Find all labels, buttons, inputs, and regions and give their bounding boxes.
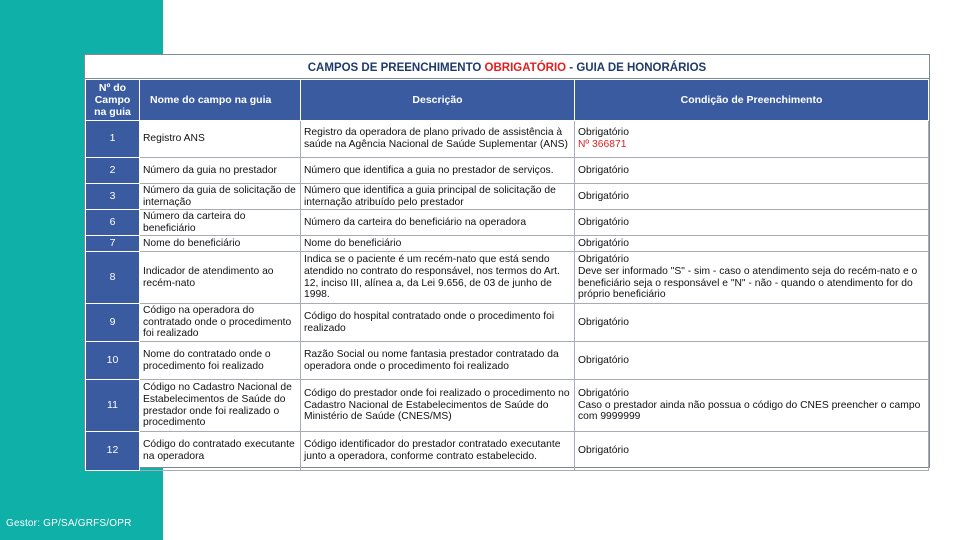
header-description: Descrição xyxy=(301,80,575,121)
row-fill-condition xyxy=(575,304,929,342)
table-row xyxy=(86,236,929,252)
row-fill-condition xyxy=(575,121,929,158)
row-field-name: Nome do contratado onde o procedimento foi realizado xyxy=(140,342,301,380)
condition-status: Obrigatório xyxy=(578,216,629,228)
row-fill-condition xyxy=(575,236,929,252)
row-fill-condition xyxy=(575,380,929,432)
footer-manager-label: Gestor: GP/SA/GRFS/OPR xyxy=(6,518,132,529)
table-row xyxy=(86,252,929,304)
title-highlight: OBRIGATÓRIO xyxy=(484,62,567,74)
row-description: Código do hospital contratado onde o procedimento foi realizado xyxy=(301,304,575,342)
table-row xyxy=(86,158,929,184)
condition-status: Obrigatório xyxy=(578,127,629,139)
row-field-number: 8 xyxy=(86,252,140,304)
table-row xyxy=(86,210,929,236)
row-field-name: Nome do beneficiário xyxy=(140,236,301,252)
condition-note: Nº 366871 xyxy=(578,139,627,150)
fields-table xyxy=(85,79,929,471)
row-field-name: Código na operadora do contratado onde o procedimento foi realizado xyxy=(140,304,301,342)
condition-status: Obrigatório xyxy=(578,164,629,176)
row-field-name: Número da carteira do beneficiário xyxy=(140,210,301,236)
row-fill-condition xyxy=(575,342,929,380)
condition-status: Obrigatório xyxy=(578,445,629,457)
row-field-name: Código no Cadastro Nacional de Estabelecimentos de Saúde do prestador onde foi realizado o procedimento xyxy=(140,380,301,432)
row-field-number: 6 xyxy=(86,210,140,236)
condition-note: Deve ser informado "S" - sim - caso o atendimento seja do recém-nato e o beneficiário seja o responsável e "N" - não - quando o atendimento for do próprio beneficiário xyxy=(578,265,918,301)
condition-status: Obrigatório xyxy=(578,388,629,400)
row-field-number: 3 xyxy=(86,184,140,210)
condition-status: Obrigatório xyxy=(578,354,629,366)
fields-table-panel xyxy=(84,54,930,468)
condition-status: Obrigatório xyxy=(578,254,629,266)
row-description: Número que identifica a guia no prestador de serviços. xyxy=(301,158,575,184)
header-field-name: Nome do campo na guia xyxy=(140,80,301,121)
table-row xyxy=(86,121,929,158)
row-description: Código identificador do prestador contratado executante junto a operadora, conforme contrato estabelecido. xyxy=(301,432,575,471)
header-field-number: Nº do Campo na guia xyxy=(86,80,140,121)
title-prefix: CAMPOS DE PREENCHIMENTO xyxy=(307,62,485,74)
condition-status: Obrigatório xyxy=(578,237,629,249)
row-field-number: 7 xyxy=(86,236,140,252)
condition-note: Caso o prestador ainda não possua o código do CNES preencher o campo com 9999999 xyxy=(578,399,921,423)
condition-status: Obrigatório xyxy=(578,190,629,202)
row-field-number: 2 xyxy=(86,158,140,184)
table-title xyxy=(85,55,929,79)
title-suffix: - GUIA DE HONORÁRIOS xyxy=(566,62,707,74)
row-field-name: Número da guia no prestador xyxy=(140,158,301,184)
row-field-name: Indicador de atendimento ao recém-nato xyxy=(140,252,301,304)
row-field-name: Registro ANS xyxy=(140,121,301,158)
table-header-row xyxy=(86,80,929,121)
row-fill-condition xyxy=(575,184,929,210)
row-description: Código do prestador onde foi realizado o procedimento no Cadastro Nacional de Estabelecimentos de Saúde do Ministério de Saúde (CNES/MS) xyxy=(301,380,575,432)
table-row xyxy=(86,342,929,380)
row-description: Razão Social ou nome fantasia prestador contratado da operadora onde o procedimento foi realizado xyxy=(301,342,575,380)
row-description: Número que identifica a guia principal de solicitação de internação atribuído pelo prestador xyxy=(301,184,575,210)
row-field-number: 1 xyxy=(86,121,140,158)
row-field-number: 12 xyxy=(86,432,140,471)
row-fill-condition xyxy=(575,210,929,236)
row-fill-condition xyxy=(575,432,929,471)
condition-status: Obrigatório xyxy=(578,316,629,328)
table-row xyxy=(86,432,929,471)
row-fill-condition xyxy=(575,252,929,304)
row-field-number: 10 xyxy=(86,342,140,380)
header-fill-condition: Condição de Preenchimento xyxy=(575,80,929,121)
row-description: Registro da operadora de plano privado de assistência à saúde na Agência Nacional de Saúde Suplementar (ANS) xyxy=(301,121,575,158)
table-row xyxy=(86,304,929,342)
row-description: Nome do beneficiário xyxy=(301,236,575,252)
table-row xyxy=(86,184,929,210)
row-field-name: Código do contratado executante na operadora xyxy=(140,432,301,471)
row-field-number: 11 xyxy=(86,380,140,432)
row-fill-condition xyxy=(575,158,929,184)
table-row xyxy=(86,380,929,432)
row-field-number: 9 xyxy=(86,304,140,342)
row-description: Número da carteira do beneficiário na operadora xyxy=(301,210,575,236)
row-field-name: Número da guia de solicitação de internação xyxy=(140,184,301,210)
row-description: Indica se o paciente é um recém-nato que está sendo atendido no contrato do responsável, nos termos do Art. 12, inciso III, alínea a, da Lei 9.656, de 03 de junho de 1998. xyxy=(301,252,575,304)
